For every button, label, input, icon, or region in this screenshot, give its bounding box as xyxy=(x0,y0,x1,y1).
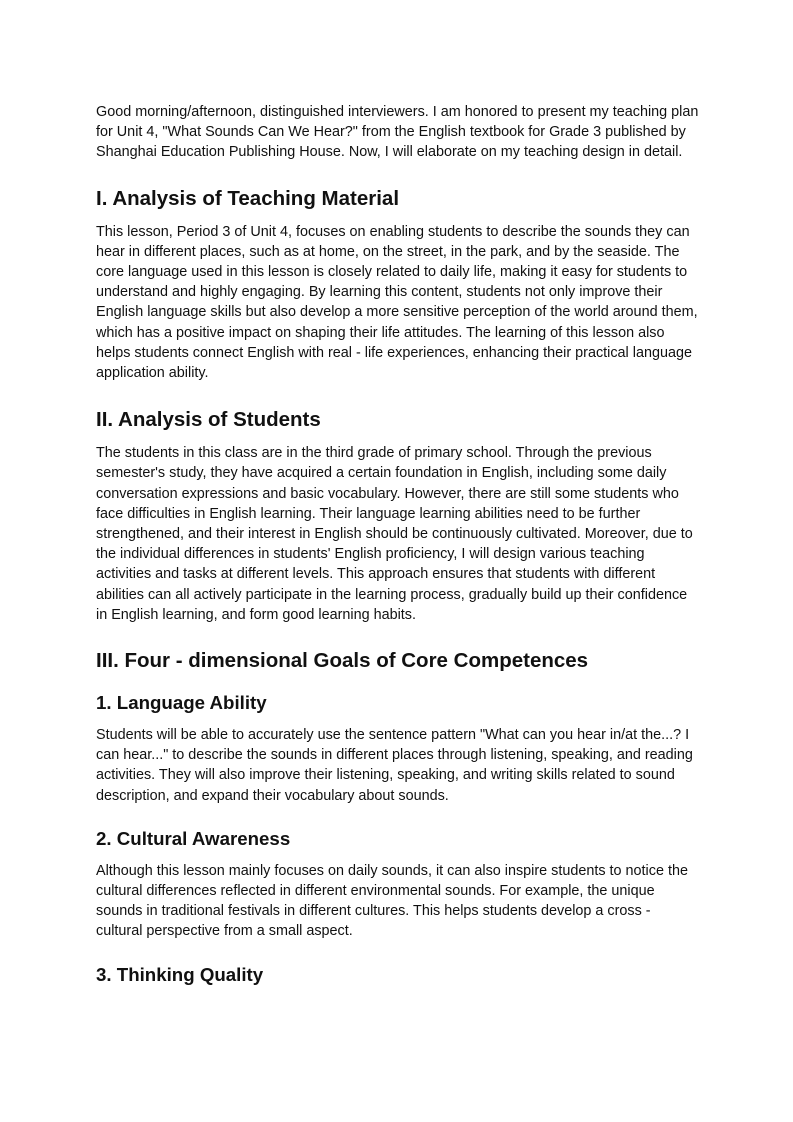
document-page xyxy=(96,102,700,997)
section-heading-teaching-material: I. Analysis of Teaching Material xyxy=(96,186,400,210)
section-heading-students: II. Analysis of Students xyxy=(96,408,321,432)
section-heading-core-competences: III. Four - dimensional Goals of Core Competences xyxy=(96,649,589,673)
subsection-body-language-ability: Students will be able to accurately use the sentence pattern "What can you hear in/at the...? I can hear..." to describe the sounds in different places through listening, speaking, and reading activities. They will also improve their listening, speaking, and writing skills related to sound description, and expand their vocabulary about sounds. xyxy=(96,727,693,804)
intro-paragraph: Good morning/afternoon, distinguished interviewers. I am honored to present my teaching plan for Unit 4, "What Sounds Can We Hear?" from the English textbook for Grade 3 published by Shanghai Education Publishing House. Now, I will elaborate on my teaching design in detail. xyxy=(96,104,699,161)
section-body-teaching-material: This lesson, Period 3 of Unit 4, focuses on enabling students to describe the sounds they can hear in different places, such as at home, on the street, in the park, and by the seaside. The core language used in this lesson is closely related to daily life, making it easy for students to understand and highly engaging. By learning this content, students not only improve their English language skills but also develop a more sensitive perception of the world around them, which has a positive impact on shaping their life attitudes. The learning of this lesson also helps students connect English with real - life experiences, enhancing their practical language application ability. xyxy=(96,223,698,382)
subsection-body-cultural-awareness: Although this lesson mainly focuses on daily sounds, it can also inspire students to notice the cultural differences reflected in different environmental sounds. For example, the unique sounds in traditional festivals in different cultures. This helps students develop a cross - cultural perspective from a small aspect. xyxy=(96,862,688,940)
section-body-students: The students in this class are in the third grade of primary school. Through the previous semester's study, they have acquired a certain foundation in English, including some daily conversation expressions and basic vocabulary. However, there are still some students who face difficulties in English learning. Their language learning abilities need to be further strengthened, and their interest in English should be continuously cultivated. Moreover, due to the individual differences in students' English proficiency, I will design various teaching activities and tasks at different levels. This approach ensures that students with different abilities can all actively participate in the learning process, gradually build up their confidence in English learning, and form good learning habits. xyxy=(96,445,693,623)
subsection-heading-thinking-quality: 3. Thinking Quality xyxy=(96,963,264,985)
subsection-heading-cultural-awareness: 2. Cultural Awareness xyxy=(96,827,291,849)
subsection-heading-language-ability: 1. Language Ability xyxy=(96,692,267,714)
